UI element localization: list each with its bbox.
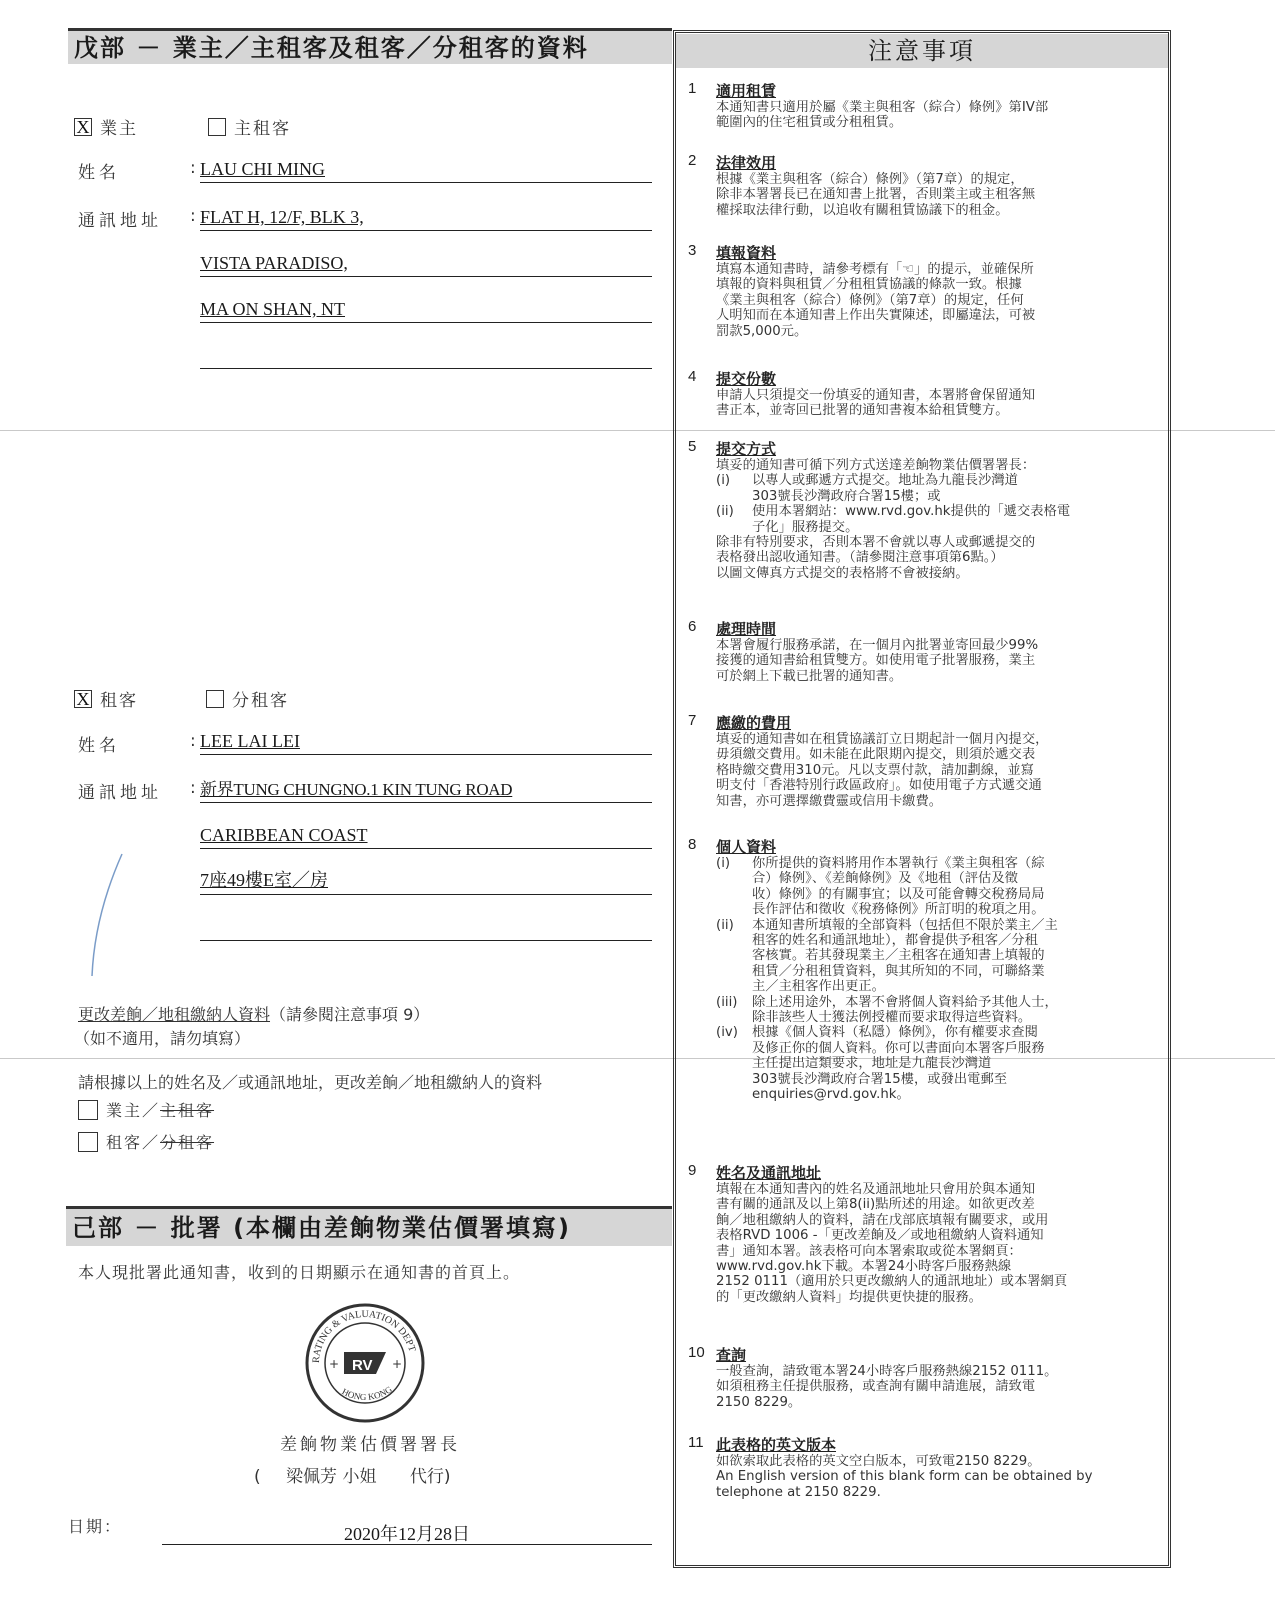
change-payer-option-owner[interactable] <box>78 1098 214 1121</box>
note-number: 7 <box>688 712 697 729</box>
note-number: 11 <box>688 1434 704 1451</box>
note-subitem <box>716 1025 1156 1102</box>
note-line: enquiries@rvd.gov.hk。 <box>752 1087 910 1103</box>
tenant-name-field[interactable] <box>200 728 652 755</box>
note-number: 5 <box>688 438 697 455</box>
note-line: 格時繳交費用310元。凡以支票付款，請加劃線，並寫 <box>716 762 1034 778</box>
note-title: 個人資料 <box>716 838 777 856</box>
signatory-open-paren: ( <box>254 1467 261 1487</box>
note-line: telephone at 2150 8229. <box>716 1484 881 1500</box>
note-body <box>716 100 1156 131</box>
note-subitem <box>716 995 1156 1026</box>
note-subitem <box>716 856 1156 918</box>
endorsement-statement: 本人現批署此通知書，收到的日期顯示在通知書的首頁上。 <box>78 1263 521 1282</box>
note-line: 罰款5,000元。 <box>716 323 808 339</box>
note-number: 2 <box>688 152 697 169</box>
note-title: 填報資料 <box>716 244 777 262</box>
option-struck-label: 分租客 <box>160 1133 215 1152</box>
note-subitem <box>716 473 1156 504</box>
checkbox-owner[interactable] <box>74 114 138 139</box>
tenant-name-value: LEE LAI LEI <box>200 731 300 751</box>
svg-text:+: + <box>392 1357 403 1371</box>
note-line: 知書，亦可選擇繳費靈或信用卡繳費。 <box>716 793 943 809</box>
option-label: 業主／ <box>106 1101 161 1120</box>
landlord-name-field[interactable] <box>200 156 652 183</box>
address-line-text: VISTA PARADISO, <box>200 253 348 273</box>
checkbox-tenant[interactable] <box>74 686 138 711</box>
note-line: 及修正你的個人資料。你可以書面向本署客戶服務 <box>752 1040 1045 1056</box>
note-line: 接獲的通知書給租賃雙方。如使用電子批署服務，業主 <box>716 653 1036 669</box>
change-payer-heading-row <box>78 1002 429 1025</box>
change-payer-tenant-checkbox[interactable] <box>78 1132 98 1152</box>
signatory-name: 梁佩芳 小姐 <box>286 1467 377 1487</box>
landlord-address-label: 通訊地址 <box>78 211 162 231</box>
svg-text:RATING & VALUATION DEPT: RATING & VALUATION DEPT <box>310 1308 418 1364</box>
note-line: 可於網上下載已批署的通知書。 <box>716 668 903 684</box>
subitem-number: (iii) <box>716 994 738 1010</box>
change-payer-option-tenant[interactable] <box>78 1130 214 1153</box>
checkbox-principal-tenant-label: 主租客 <box>234 119 291 139</box>
tenant-address-label: 通訊地址 <box>78 783 162 803</box>
subitem-number: (ii) <box>716 917 734 933</box>
address-line-text: FLAT H, 12/F, BLK 3, <box>200 207 364 227</box>
note-number: 1 <box>688 80 697 97</box>
note-number: 8 <box>688 836 697 853</box>
note-line: 根據《個人資料（私隱）條例》，你有權要求查閱 <box>752 1025 1038 1041</box>
note-line: 表格發出認收通知書。（請參閱注意事項第6點。） <box>716 550 1004 566</box>
note-title: 處理時間 <box>716 620 777 638</box>
subitem-number: (ii) <box>716 504 734 520</box>
note-line: 除上述用途外，本署不會將個人資料給予其他人士， <box>752 994 1058 1010</box>
note-line: 2152 0111（適用於只更改繳納人的通訊地址）或本署網頁 <box>716 1274 1068 1290</box>
subitem-number: (iv) <box>716 1025 738 1041</box>
note-line: 毋須繳交費用。如未能在此限期內提交，則須於遞交表 <box>716 747 1036 763</box>
section-f-title: 己部 － 批署 (本欄由差餉物業估價署填寫) <box>66 1206 672 1246</box>
landlord-address-line-3[interactable] <box>200 296 652 323</box>
checkbox-principal-tenant[interactable] <box>208 114 291 139</box>
checkbox-principal-tenant-box[interactable] <box>208 118 226 136</box>
landlord-address-line-4[interactable] <box>200 342 652 369</box>
colon: : <box>190 731 196 751</box>
checkbox-owner-label: 業主 <box>100 119 138 139</box>
note-number: 6 <box>688 618 697 635</box>
svg-text:HONG KONG: HONG KONG <box>340 1384 394 1403</box>
note-line: 303號長沙灣政府合署15樓；或 <box>752 488 941 504</box>
pen-mark <box>86 850 126 980</box>
colon: : <box>190 778 196 798</box>
note-line: 你所提供的資料將用作本署執行《業主與租客（綜 <box>752 856 1045 871</box>
rvd-seal-icon <box>304 1302 426 1424</box>
note-line: 客核實。若其發現業主／主租客在通知書上填報的 <box>752 948 1045 964</box>
note-line: 權採取法律行動，以追收有關租賃協議下的租金。 <box>716 202 1009 218</box>
subitem-number: (i) <box>716 473 731 489</box>
note-line: 如欲索取此表格的英文空白版本，可致電2150 8229。 <box>716 1454 1041 1469</box>
option-struck-label: 主租客 <box>160 1101 215 1120</box>
note-line: 明支付「香港特別行政區政府」。如使用電子方式遞交通 <box>716 778 1042 794</box>
address-line-text: CARIBBEAN COAST <box>200 825 368 845</box>
note-line: 的「更改繳納人資料」均提供更快捷的服務。 <box>716 1289 982 1305</box>
note-subitem <box>716 504 1156 535</box>
change-payer-instruction: 請根據以上的姓名及／或通訊地址，更改差餉／地租繳納人的資料 <box>78 1073 543 1092</box>
note-line: 合）條例》、《差餉條例》及《地租（評估及徵 <box>752 871 1018 887</box>
note-line: 如須租務主任提供服務，或查詢有關申請進展，請致電 <box>716 1379 1036 1395</box>
note-body <box>716 1364 1156 1410</box>
svg-text:+: + <box>329 1357 340 1371</box>
tenant-name-label: 姓名 <box>78 736 120 756</box>
date-label: 日期： <box>68 1517 123 1536</box>
tenant-address-line-2[interactable] <box>200 822 652 849</box>
checkbox-subtenant-box[interactable] <box>206 690 224 708</box>
note-body <box>716 458 1156 581</box>
tenant-address-line-1[interactable] <box>200 776 652 803</box>
note-line: 申請人只須提交一份填妥的通知書，本署將會保留通知 <box>716 388 1036 403</box>
note-title: 此表格的英文版本 <box>716 1436 837 1454</box>
note-line: 租客的姓名和通訊地址），都會提供予租客／分租 <box>752 933 1038 949</box>
note-line: 根據《業主與租客（綜合）條例》（第7章）的規定， <box>716 172 1024 187</box>
colon: : <box>190 158 196 178</box>
option-label: 租客／ <box>106 1133 161 1152</box>
note-title: 提交份數 <box>716 370 777 388</box>
note-line: 餉／地租繳納人的資料，請在戊部底填報有關要求，或用 <box>716 1212 1049 1228</box>
note-line: 範圍內的住宅租賃或分租租賃。 <box>716 115 903 131</box>
note-line: 填報的資料與租賃／分租租賃協議的條款一致。根據 <box>716 277 1022 293</box>
change-payer-owner-checkbox[interactable] <box>78 1100 98 1120</box>
note-line: 本通知書只適用於屬《業主與租客（綜合）條例》第IV部 <box>716 100 1049 115</box>
address-line-text: 新界TUNG CHUNGNO.1 KIN TUNG ROAD <box>200 780 513 799</box>
note-line: 書有關的通訊及以上第8(ii)點所述的用途。如欲更改差 <box>716 1197 1035 1213</box>
note-number: 4 <box>688 368 697 385</box>
notes-title: 注意事項 <box>676 34 1168 68</box>
note-line: 主任提出這類要求，地址是九龍長沙灣道 <box>752 1056 992 1072</box>
signatory-role: 代行) <box>409 1467 451 1487</box>
note-line: 除非有特別要求，否則本署不會就以專人或郵遞提交的 <box>716 535 1036 551</box>
checkbox-subtenant[interactable] <box>206 686 289 711</box>
note-line: 表格RVD 1006 -「更改差餉及／或地租繳納人資料通知 <box>716 1228 1044 1244</box>
note-line: 除非該些人士獲法例授權而要求取得這些資料。 <box>752 1010 1032 1026</box>
note-body <box>716 172 1156 218</box>
change-payer-note: （請參閱注意事項 9） <box>270 1005 430 1024</box>
landlord-address-line-1[interactable] <box>200 204 652 231</box>
landlord-address-line-2[interactable] <box>200 250 652 277</box>
note-line: 一般查詢，請致電本署24小時客戶服務熱線2152 0111。 <box>716 1364 1058 1379</box>
note-line: 主／主租客作出更正。 <box>752 979 885 995</box>
note-line: 填妥的通知書可循下列方式送達差餉物業估價署署長： <box>716 458 1036 473</box>
note-line: 2150 8229。 <box>716 1394 802 1410</box>
note-body <box>716 262 1156 339</box>
note-title: 查詢 <box>716 1346 747 1364</box>
note-title: 法律效用 <box>716 154 777 172</box>
note-line: 本通知書所填報的全部資料（包括但不限於業主／主 <box>752 917 1058 933</box>
note-title: 提交方式 <box>716 440 777 458</box>
note-title: 適用租賃 <box>716 82 777 100</box>
note-line: 填報在本通知書內的姓名及通訊地址只會用於與本通知 <box>716 1182 1036 1197</box>
note-line: 收）條例》的有關事宜；以及可能會轉交稅務局局 <box>752 886 1045 902</box>
note-line: 以專人或郵遞方式提交。地址為九龍長沙灣道 <box>752 473 1018 489</box>
note-line: 使用本署網站：www.rvd.gov.hk提供的「遞交表格電 <box>752 504 1071 520</box>
checkbox-subtenant-label: 分租客 <box>232 691 289 711</box>
tenant-address-line-4[interactable] <box>200 914 652 941</box>
note-line: 書正本，並寄回已批署的通知書複本給租賃雙方。 <box>716 403 1009 419</box>
note-number: 10 <box>688 1344 705 1361</box>
note-number: 3 <box>688 242 697 259</box>
note-body <box>716 388 1156 419</box>
note-line: 303號長沙灣政府合署15樓，或發出電郵至 <box>752 1071 1008 1087</box>
note-line: 子化」服務提交。 <box>752 519 859 535</box>
date-field <box>162 1520 652 1545</box>
note-title: 應繳的費用 <box>716 714 792 732</box>
address-line-text: 7座49樓E室／房 <box>200 870 328 890</box>
not-applicable-note: （如不適用，請勿填寫） <box>74 1029 251 1048</box>
landlord-name-label: 姓名 <box>78 163 120 183</box>
note-body <box>716 732 1156 809</box>
checkbox-tenant-box[interactable]: X <box>74 690 92 708</box>
change-payer-heading: 更改差餉／地租繳納人資料 <box>78 1005 271 1024</box>
note-line: 除非本署署長已在通知書上批署，否則業主或主租客無 <box>716 187 1036 203</box>
section-e-title: 戊部 － 業主／主租客及租客／分租客的資料 <box>68 28 672 64</box>
note-line: 本署會履行服務承諾，在一個月內批署並寄回最少99% <box>716 638 1039 653</box>
tenant-address-line-3[interactable] <box>200 868 652 895</box>
checkbox-owner-box[interactable]: X <box>74 118 92 136</box>
note-line: 書」通知本署。該表格可向本署索取或從本署網頁： <box>716 1243 1022 1259</box>
note-body <box>716 1182 1156 1305</box>
note-line: An English version of this blank form can be obtained by <box>716 1469 1093 1485</box>
signatory-line <box>254 1462 451 1487</box>
address-line-text: MA ON SHAN, NT <box>200 299 346 319</box>
note-line: 填妥的通知書如在租賃協議訂立日期起計一個月內提交， <box>716 732 1049 747</box>
note-title: 姓名及通訊地址 <box>716 1164 822 1182</box>
note-body <box>716 1454 1156 1500</box>
checkbox-tenant-label: 租客 <box>100 691 138 711</box>
note-line: 填寫本通知書時，請參考標有「☜」的提示，並確保所 <box>716 262 1034 277</box>
note-subitem <box>716 918 1156 995</box>
note-line: 以圖文傳真方式提交的表格將不會被接納。 <box>716 565 969 581</box>
subitem-number: (i) <box>716 856 731 871</box>
note-body <box>716 856 1156 1103</box>
note-line: www.rvd.gov.hk下載。本署24小時客戶服務熱線 <box>716 1259 1012 1275</box>
note-line: 租賃／分租租賃資料，與其所知的不同，可聯絡業 <box>752 963 1045 979</box>
note-line: 人明知而在本通知書上作出失實陳述，即屬違法，可被 <box>716 308 1036 324</box>
note-line: 長作評估和徵收《稅務條例》所訂明的稅項之用。 <box>752 902 1045 918</box>
svg-text:RV: RV <box>352 1357 373 1374</box>
landlord-name-value: LAU CHI MING <box>200 159 325 179</box>
colon: : <box>190 206 196 226</box>
note-number: 9 <box>688 1162 697 1179</box>
signatory-title: 差餉物業估價署署長 <box>280 1435 460 1455</box>
note-line: 《業主與租客（綜合）條例》（第7章）的規定，任何 <box>716 292 1024 308</box>
note-body <box>716 638 1156 684</box>
date-value: 2020年12月28日 <box>344 1524 470 1544</box>
